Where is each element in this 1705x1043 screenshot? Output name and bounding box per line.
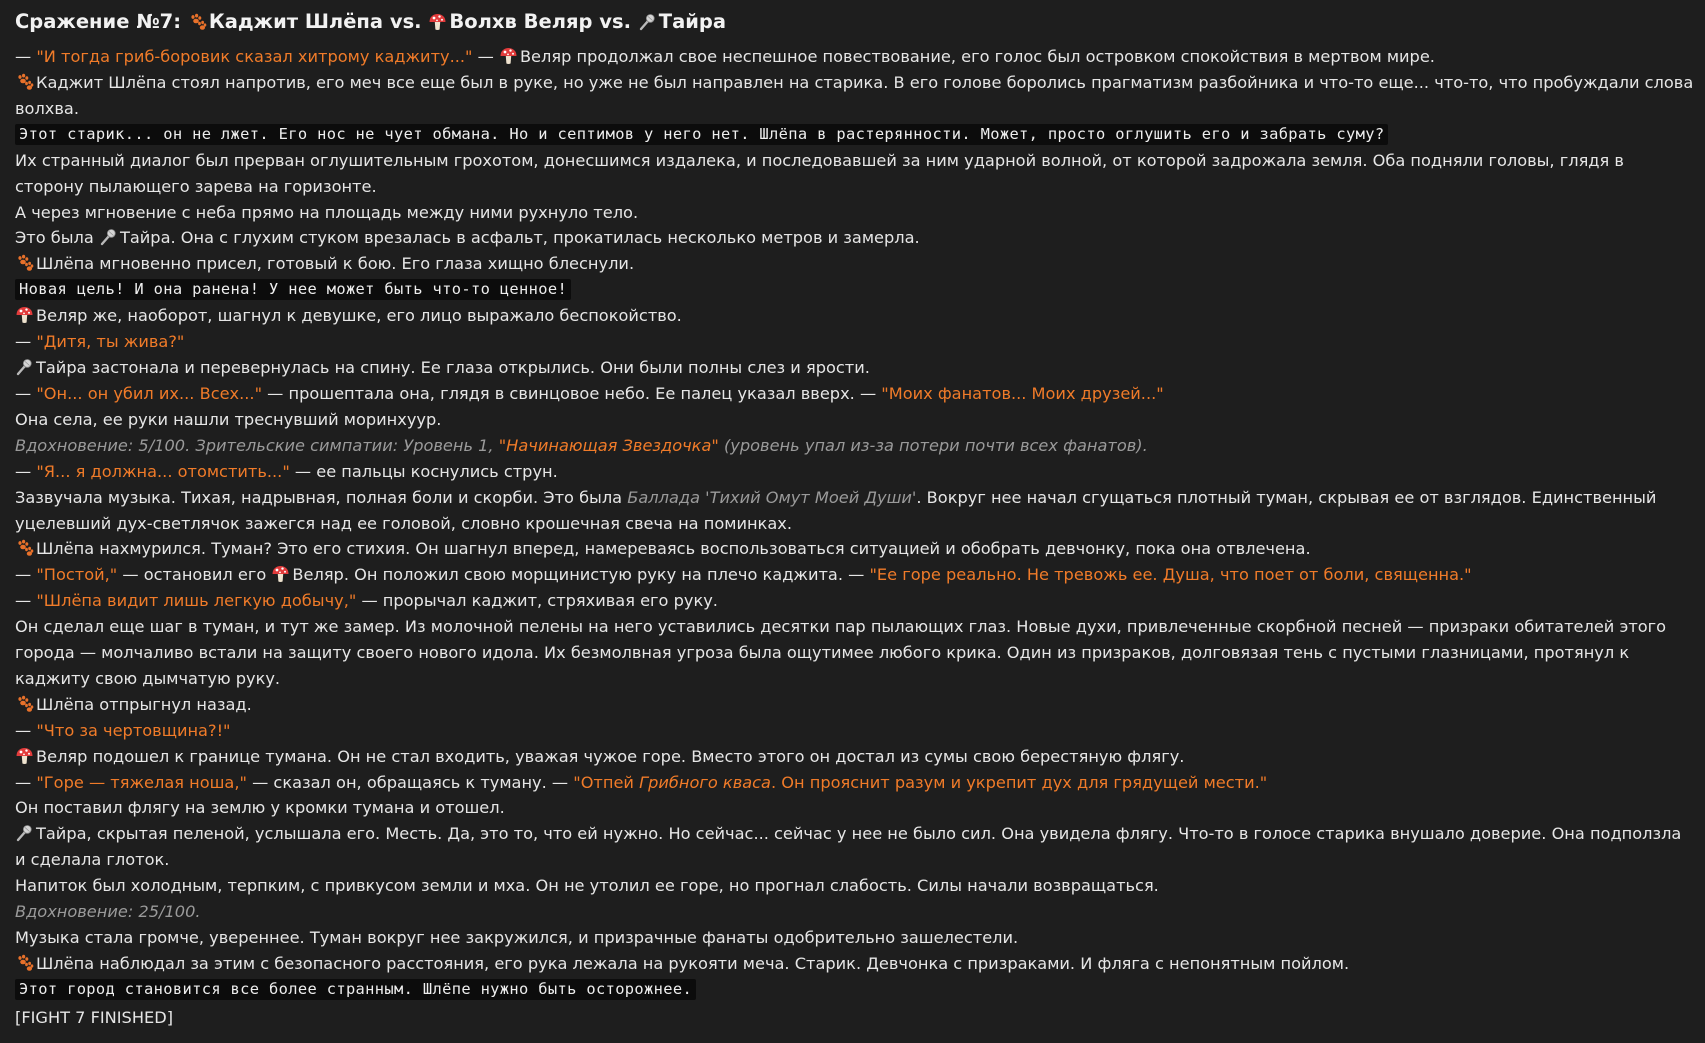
speech-quote: . Он прояснит разум и укрепит дух для грядущей мести." xyxy=(770,772,1268,792)
narration: Тайра застонала и перевернулась на спину. Ее глаза открылись. Они были полны слез и ярости. xyxy=(36,358,870,378)
narration: — прошептала она, глядя в свинцовое небо. Ее палец указал вверх. — xyxy=(262,383,882,403)
story-line xyxy=(15,536,1695,562)
story-line xyxy=(15,614,1695,692)
microphone-icon xyxy=(15,358,34,376)
thought-line xyxy=(15,122,1695,148)
story-line xyxy=(15,951,1695,977)
narration: Он поставил флягу на землю у кромки тумана и отошел. xyxy=(15,798,505,818)
story-line xyxy=(15,70,1695,122)
narration: Она села, ее руки нашли треснувший моринхуур. xyxy=(15,409,442,429)
mushroom-icon xyxy=(15,747,34,765)
story-line xyxy=(15,770,1695,796)
dash: — xyxy=(15,383,37,403)
story-line xyxy=(15,485,1695,537)
status-text: (уровень упал из-за потери почти всех фанатов). xyxy=(718,435,1148,455)
narration: Зазвучала музыка. Тихая, надрывная, полная боли и скорби. Это была xyxy=(15,487,628,507)
fight-title xyxy=(15,8,1695,36)
narration: — прорычал каджит, стряхивая его руку. xyxy=(356,591,718,611)
paw-prints-icon xyxy=(15,954,34,972)
fight-finished-marker xyxy=(15,1005,1695,1031)
dash: — xyxy=(15,461,37,481)
story-line xyxy=(15,355,1695,381)
mushroom-icon xyxy=(499,47,518,65)
dash: — xyxy=(15,47,37,66)
thought-line xyxy=(15,277,1695,303)
dash: — xyxy=(15,332,37,352)
story-line xyxy=(15,200,1695,226)
narration: — сказал он, обращаясь к туману. — xyxy=(246,772,574,792)
story-line xyxy=(15,588,1695,614)
rank-name: "Начинающая Звездочка" xyxy=(498,435,719,455)
speech-quote: "Моих фанатов... Моих друзей..." xyxy=(881,383,1164,403)
story-line xyxy=(15,459,1695,485)
drink-name: Грибного кваса xyxy=(639,772,771,792)
narration: Он сделал еще шаг в туман, и тут же замер. Из молочной пелены на него уставились десятки пар пылающих глаз. Новые духи, привлеченные скорбной песней — призраки обитателей этого города — молчаливо встали на защиту своего нового идола. Их безмолвная угроза была ощутимее любого крика. Один из призраков, долговязая тень с пустыми глазницами, протянул к каджиту свою дымчатую руку. xyxy=(15,617,1667,688)
finished-text: [FIGHT 7 FINISHED] xyxy=(15,1007,174,1027)
speech-quote: "Ее горе реально. Не тревожь ее. Душа, что поет от боли, священна." xyxy=(869,565,1472,585)
story-log xyxy=(15,8,1695,1031)
narration: Веляр. Он положил свою морщинистую руку на плечо каджита. — xyxy=(292,565,870,585)
narration: Тайра, скрытая пеленой, услышала его. Месть. Да, это то, что ей нужно. Но сейчас... сейчас у нее не было сил. Она увидела флягу. Что-то в голосе старика внушало доверие. Она подползла и сделала глоток. xyxy=(15,824,1682,870)
speech-quote: "Горе — тяжелая ноша," xyxy=(36,772,247,792)
speech-quote: "Я... я должна... отомстить..." xyxy=(36,461,290,481)
fighter-taira-name: Тайра xyxy=(658,10,727,33)
system-status-line xyxy=(15,433,1695,459)
narration: — остановил его xyxy=(117,565,272,585)
paw-prints-icon xyxy=(15,539,34,557)
fighter-cat-name: Каджит Шлёпа xyxy=(208,10,384,33)
paw-prints-icon xyxy=(15,695,34,713)
paw-prints-icon xyxy=(15,73,34,91)
story-line xyxy=(15,925,1695,951)
thought-line xyxy=(15,977,1695,1003)
narration: Это была xyxy=(15,228,99,248)
speech-quote: "И тогда гриб-боровик сказал хитрому каджиту..." xyxy=(36,47,473,66)
story-line xyxy=(15,225,1695,251)
story-line xyxy=(15,303,1695,329)
story-line xyxy=(15,562,1695,588)
story-line xyxy=(15,744,1695,770)
story-line xyxy=(15,795,1695,821)
title-prefix: Сражение №7: xyxy=(15,10,188,33)
dash: — xyxy=(15,591,37,611)
story-line xyxy=(15,148,1695,200)
mushroom-icon xyxy=(271,565,290,583)
narration: Напиток был холодным, терпким, с привкусом земли и мха. Он не утолил ее горе, но прогнал слабость. Силы начали возвращаться. xyxy=(15,876,1159,896)
speech-quote: "Что за чертовщина?!" xyxy=(36,720,231,740)
mushroom-icon xyxy=(15,306,34,324)
story-line xyxy=(15,718,1695,744)
story-line xyxy=(15,407,1695,433)
narration: Музыка стала громче, увереннее. Туман вокруг нее закружился, и призрачные фанаты одобрительно зашелестели. xyxy=(15,928,1019,947)
microphone-icon xyxy=(99,228,118,246)
story-line xyxy=(15,821,1695,873)
microphone-icon xyxy=(638,13,657,31)
narration: Шлёпа мгновенно присел, готовый к бою. Его глаза хищно блеснули. xyxy=(36,254,635,274)
narration: Веляр подошел к границе тумана. Он не стал входить, уважая чужое горе. Вместо этого он достал из сумы свою берестяную флягу. xyxy=(36,746,1185,766)
paw-prints-icon xyxy=(15,254,34,272)
fighter-veliar-name: Волхв Веляр xyxy=(449,10,593,33)
story-line xyxy=(15,873,1695,899)
microphone-icon xyxy=(15,824,34,842)
inner-thought: Этот старик... он не лжет. Его нос не чует обмана. Но и септимов у него нет. Шлёпа в растерянности. Может, просто оглушить его и забрать суму? xyxy=(15,124,1388,145)
story-line xyxy=(15,44,1695,70)
song-title: Баллада 'Тихий Омут Моей Души' xyxy=(627,487,917,507)
system-status-line xyxy=(15,899,1695,925)
narration: Шлёпа нахмурился. Туман? Это его стихия. Он шагнул вперед, намереваясь воспользоваться ситуацией и обобрать девчонку, пока она отвлечена. xyxy=(36,539,1311,559)
narration: — ее пальцы коснулись струн. xyxy=(289,461,558,481)
narration: Веляр же, наоборот, шагнул к девушке, его лицо выражало беспокойство. xyxy=(36,306,682,326)
story-line xyxy=(15,329,1695,355)
narration: . Вокруг нее начал сгущаться плотный туман, скрывая ее от взглядов. Единственный уцелевший дух-светлячок зажегся над ее головой, словно крошечная свеча на поминках. xyxy=(15,487,1657,533)
narration: Веляр продолжал свое неспешное повествование, его голос был островком спокойствия в мертвом мире. xyxy=(519,47,1435,66)
story-line xyxy=(15,251,1695,277)
paw-prints-icon xyxy=(188,13,207,31)
mushroom-icon xyxy=(428,13,447,31)
speech-quote: "Шлёпа видит лишь легкую добычу," xyxy=(36,591,357,611)
speech-quote: "Он... он убил их... Всех..." xyxy=(36,383,263,403)
narration: Каджит Шлёпа стоял напротив, его меч все еще был в руке, но уже не был направлен на старика. В его голове боролись прагматизм разбойника и что-то еще... что-то, что пробуждали слова волхва. xyxy=(15,72,1694,118)
narration: Шлёпа отпрыгнул назад. xyxy=(36,694,252,714)
title-vs: vs. xyxy=(592,10,638,33)
narration: А через мгновение с неба прямо на площадь между ними рухнуло тело. xyxy=(15,202,639,222)
narration: Тайра. Она с глухим стуком врезалась в асфальт, прокатилась несколько метров и замерла. xyxy=(119,228,920,248)
dash: — xyxy=(15,565,37,585)
title-vs: vs. xyxy=(383,10,429,33)
story-line xyxy=(15,381,1695,407)
status-text: Вдохновение: 5/100. Зрительские симпатии: Уровень 1, xyxy=(15,435,499,455)
inner-thought: Новая цель! И она ранена! У нее может быть что-то ценное! xyxy=(15,279,571,300)
narration: Шлёпа наблюдал за этим с безопасного расстояния, его рука лежала на рукояти меча. Старик. Девчонка с призраками. И фляга с непонятным пойлом. xyxy=(36,953,1350,973)
narration: Их странный диалог был прерван оглушительным грохотом, донесшимся издалека, и последовавшей за ним ударной волной, от которой задрожала земля. Оба подняли головы, глядя в сторону пылающего зарева на горизонте. xyxy=(15,150,1624,196)
dash: — xyxy=(472,47,499,66)
dash: — xyxy=(15,772,37,792)
speech-quote: "Постой," xyxy=(36,565,118,585)
story-line xyxy=(15,692,1695,718)
status-text: Вдохновение: 25/100. xyxy=(15,902,201,922)
dash: — xyxy=(15,720,37,740)
speech-quote: "Дитя, ты жива?" xyxy=(36,332,185,352)
inner-thought: Этот город становится все более странным. Шлёпе нужно быть осторожнее. xyxy=(15,979,696,1000)
speech-quote: "Отпей xyxy=(573,772,640,792)
